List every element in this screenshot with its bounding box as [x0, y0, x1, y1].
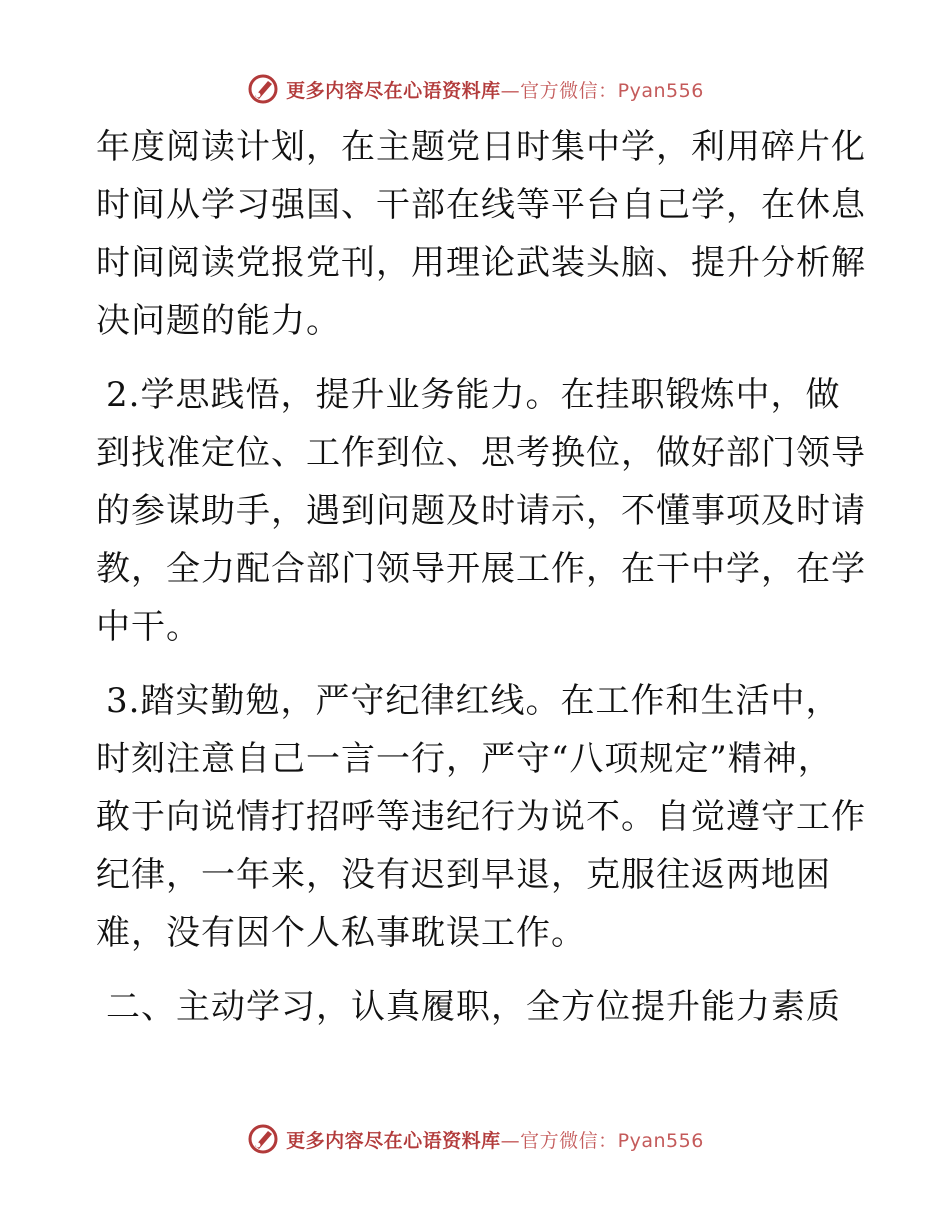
paragraph-1 [96, 118, 866, 350]
header-watermark [0, 72, 950, 106]
text-line: 2.学思践悟，提升业务能力。在挂职锻炼中，做 [106, 375, 841, 415]
text-line: 3.踏实勤勉，严守纪律红线。在工作和生活中， [106, 681, 841, 721]
text-line: 纪律，一年来，没有迟到早退，克服往返两地困 [96, 855, 831, 895]
logo-icon [246, 72, 280, 106]
text-line: 时间阅读党报党刊，用理论武装头脑、提升分析解 [96, 243, 866, 283]
watermark-text: 更多内容尽在心语资料库—官方微信：Pyan556 [286, 1129, 704, 1152]
text-line: 的参谋助手，遇到问题及时请示，不懂事项及时请 [96, 491, 866, 531]
heading-text: 二、主动学习，认真履职，全方位提升能力素质 [106, 987, 841, 1027]
text-line: 难，没有因个人私事耽误工作。 [96, 913, 586, 953]
text-line: 到找准定位、工作到位、思考换位，做好部门领导 [96, 433, 866, 473]
paragraph-3 [96, 672, 866, 962]
document-body [96, 118, 866, 1052]
text-line: 中干。 [96, 607, 201, 647]
text-line: 决问题的能力。 [96, 301, 341, 341]
text-line: 教，全力配合部门领导开展工作，在干中学，在学 [96, 549, 866, 589]
section-heading [96, 978, 856, 1036]
footer-watermark [0, 1122, 950, 1156]
watermark-text: 更多内容尽在心语资料库—官方微信：Pyan556 [286, 79, 704, 102]
text-line: 时间从学习强国、干部在线等平台自己学，在休息 [96, 185, 866, 225]
text-line: 时刻注意自己一言一行，严守“八项规定”精神， [96, 739, 833, 779]
paragraph-2 [96, 366, 866, 656]
text-line: 年度阅读计划，在主题党日时集中学，利用碎片化 [96, 127, 866, 167]
text-line: 敢于向说情打招呼等违纪行为说不。自觉遵守工作 [96, 797, 866, 837]
logo-icon [246, 1122, 280, 1156]
